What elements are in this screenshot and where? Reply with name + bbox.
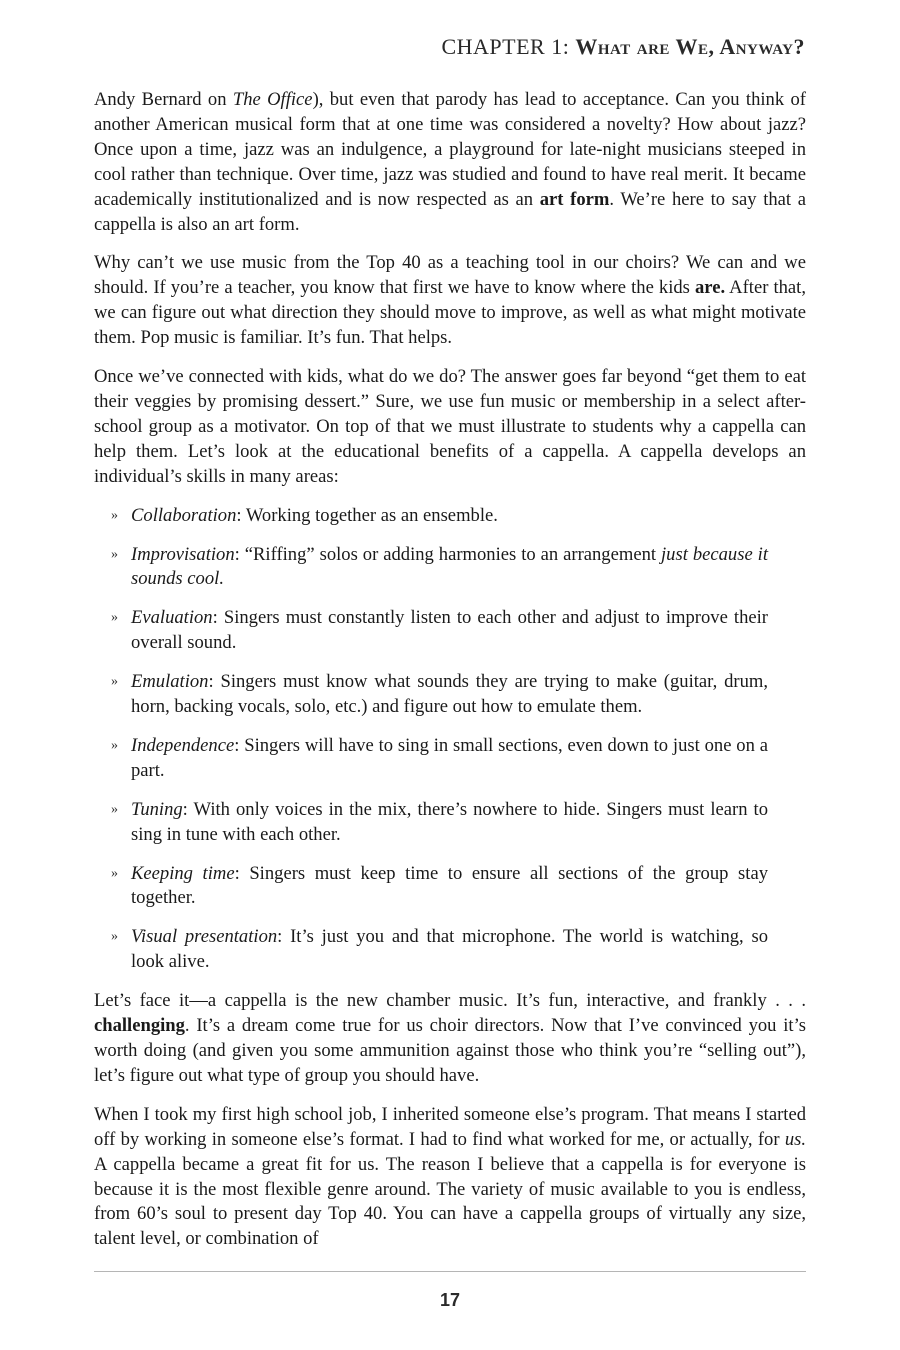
p1-show-title: The Office (232, 89, 313, 110)
bullet-marker: » (111, 507, 118, 523)
list-item-term: Collaboration (131, 504, 237, 526)
running-header (441, 34, 805, 60)
bullet-marker: » (111, 737, 118, 753)
p2-text-b: After that, we can figure out what direction they should move to improve, as well as what might motivate them. Pop music is familiar. It’s fun. That helps. (94, 277, 807, 349)
p5-italic: us. (784, 1128, 806, 1150)
p1-bold: art form (539, 188, 610, 210)
page-number: 17 (439, 1290, 461, 1310)
list-item (94, 734, 806, 784)
list-item-term: Keeping time (131, 862, 235, 884)
list-item (94, 862, 806, 912)
list-item-desc: : Singers must constantly listen to each other and adjust to improve their overall sound. (131, 607, 768, 654)
paragraph-4 (94, 989, 806, 1089)
p5-text-a: When I took my first high school job, I inherited someone else’s program. That means I started off by working in someone else’s format. I had to find what worked for me, or actually, for (94, 1103, 806, 1150)
bullet-marker: » (111, 546, 118, 562)
list-item-desc: : It’s just you and that microphone. The world is watching, so look alive. (131, 926, 768, 973)
p1-text-c: . We’re here to say that a cappella is also an art form. (94, 188, 806, 235)
list-item (94, 925, 806, 975)
bullet-marker: » (111, 865, 118, 881)
p1-text-b: ), but even that parody has lead to acceptance. Can you think of another American musical form that at one time was considered a novelty? How about jazz? Once upon a time, jazz was an indulgence, a playground for late-night musicians steeped in cool rather than technique. Over time, jazz was studied and found to have real merit. It became academically institutionalized and is now respected as an (94, 89, 806, 210)
p4-bold: challenging (94, 1015, 185, 1037)
paragraph-3 (94, 365, 806, 490)
p5-text-b: A cappella became a great fit for us. The reason I believe that a cappella is for everyone is because it is the most flexible genre around. The variety of music available to you is endless, from 60’s soul to present day Top 40. You can have a cappella groups of virtually any size, talent level, or combination of (94, 1153, 806, 1250)
chapter-number: CHAPTER 1 (441, 34, 563, 59)
list-item-tail: just because it sounds cool. (131, 543, 768, 590)
bullet-marker: » (111, 610, 118, 626)
list-item-desc: : Singers must know what sounds they are trying to make (guitar, drum, horn, backing vocals, solo, etc.) and figure out how to emulate them. (131, 671, 768, 718)
footer-rule (94, 1271, 806, 1272)
chapter-title: What are We, Anyway? (575, 34, 805, 59)
list-item-term: Evaluation (131, 607, 213, 629)
bullet-marker: » (111, 801, 118, 817)
p2-text-a: Why can’t we use music from the Top 40 as a teaching tool in our choirs? We can and we should. If you’re a teacher, you know that first we have to know where the kids (94, 252, 806, 299)
list-item-term: Improvisation (131, 543, 235, 565)
body-text (94, 88, 806, 1266)
paragraph-1 (94, 88, 806, 237)
list-item (94, 543, 806, 593)
p4-text-a: Let’s face it—a cappella is the new chamber music. It’s fun, interactive, and frankly . . . (94, 990, 806, 1012)
header-separator: : (562, 34, 570, 59)
list-item-desc: : Singers must keep time to ensure all sections of the group stay together. (131, 862, 768, 909)
paragraph-2 (94, 251, 806, 351)
list-item-term: Tuning (131, 798, 183, 820)
list-item (94, 798, 806, 848)
bullet-marker: » (111, 929, 118, 945)
p1-text-a: Andy Bernard on (94, 89, 233, 110)
bullet-marker: » (111, 674, 118, 690)
list-item (94, 670, 806, 720)
list-item-desc: : Working together as an ensemble. (236, 504, 498, 526)
list-item-desc: : “Riffing” solos or adding harmonies to an arrangement (234, 543, 661, 565)
p4-text-b: . It’s a dream come true for us choir directors. Now that I’ve convinced you it’s worth doing (and given you some ammunition against those who think you’re “selling out”), let’s figure out what type of group you should have. (94, 1015, 806, 1086)
list-item-desc: : Singers will have to sing in small sections, even down to just one on a part. (131, 734, 768, 781)
list-item (94, 504, 806, 529)
p2-bold: are. (694, 277, 726, 299)
list-item-term: Visual presentation (131, 926, 278, 948)
list-item-term: Independence (131, 734, 235, 756)
list-item-term: Emulation (131, 671, 209, 693)
skills-list (94, 504, 806, 976)
p3-text: Once we’ve connected with kids, what do we do? The answer goes far beyond “get them to eat their veggies by promising dessert.” Sure, we use fun music or membership in a select after-school group as a motivator. On top of that we must illustrate to students why a cappella can help them. Let’s look at the educational benefits of a cappella. A cappella develops an individual’s skills in many areas: (94, 366, 806, 487)
paragraph-5 (94, 1103, 806, 1252)
list-item (94, 606, 806, 656)
list-item-desc: : With only voices in the mix, there’s nowhere to hide. Singers must learn to sing in tune with each other. (131, 798, 768, 845)
